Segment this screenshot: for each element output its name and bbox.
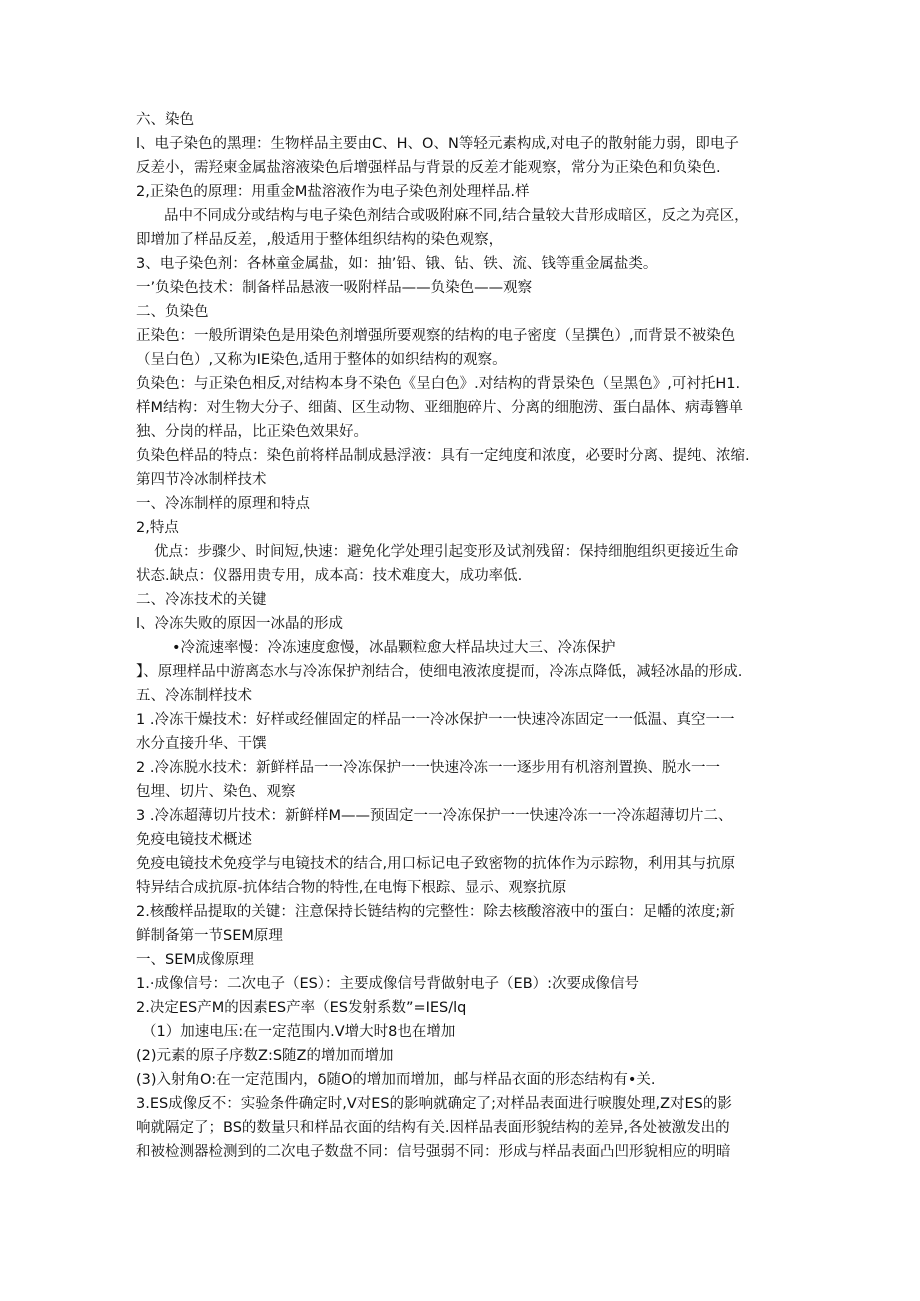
section-heading: 五、冷冻制样技术 — [136, 688, 252, 704]
text-line: 负染色：与正染色相反,对结构本身不染色《呈白色》.对结构的背景染色（呈黑色》,可衬托H1. — [136, 376, 741, 392]
section-heading: 二、负染色 — [136, 304, 209, 320]
text-line: 即增加了样品反差，,般适用于整体组织结构的染色观察， — [136, 232, 504, 248]
text-line: l、冷冻失败的原因一冰晶的形成 — [136, 616, 344, 632]
text-line: 免疫电镜技术免疫学与电镜技术的结合,用口标记电子致密物的抗体作为示踪物，利用其与抗原 — [136, 856, 736, 872]
text-line: 和被检测器检测到的二次电子数盘不同：信号强弱不同：形成与样品表面凸凹形貌相应的明暗 — [136, 1144, 731, 1160]
section-heading: 一、SEM成像原理 — [136, 952, 254, 968]
text-line: 正染色：一般所谓染色是用染色剂增强所要观察的结构的电子密度（呈撰色）,而背景不被染色 — [136, 328, 736, 344]
text-line: 2,正染色的原理：用重金M盐溶液作为电子染色剂处理样品.样 — [136, 184, 530, 200]
text-line: 3.ES成像反不：实验条件确定时,V对ES的影响就确定了;对样品表面进行唳腹处理,Z对ES的影 — [136, 1096, 732, 1112]
text-body — [136, 108, 800, 1164]
text-line: 特异结合成抗原-抗体结合物的特性,在电悔下根踪、显示、观察抗原 — [136, 880, 567, 896]
text-line: 品中不同成分或结构与电子染色剂结合或吸附麻不同,结合量较大昔形成暗区，反之为亮区， — [164, 208, 749, 224]
text-line: 2.核酸样品提取的关键：注意保持长链结构的完整性：除去核酸溶液中的蛋白：足幡的浓度;新 — [136, 904, 735, 920]
section-heading: 二、冷冻技术的关键 — [136, 592, 267, 608]
text-line: 状态.缺点：仪器用贵专用，成本高：技术难度大，成功率低. — [136, 568, 523, 584]
text-line: 2 .冷冻脱水技术：新鲜样品一一冷冻保护一一快速冷冻一一逐步用有机溶剂置换、脱水一一 — [136, 760, 720, 776]
text-line: 鲜制备第一节SEM原理 — [136, 928, 283, 944]
text-line: 一’负染色技术：制备样品悬液一吸附样品——负染色——观察 — [136, 280, 533, 296]
text-line: l、电子染色的黑理：生物样品主要由C、H、O、N等轻元素构成,对电子的散射能力弱，即电子 — [136, 136, 739, 152]
text-line: 包埋、切片、染色、观察 — [136, 784, 296, 800]
text-line: （1）加速电压:在一定范围内.V增大时8也在增加 — [142, 1024, 456, 1040]
text-line: (3)入射角O:在一定范围内，δ随O的增加而增加，邮与样品衣面的形态结构有•关. — [136, 1072, 656, 1088]
section-heading: 一、冷冻制样的原理和特点 — [136, 496, 310, 512]
text-line: 响就隔定了；BS的数量只和样品衣面的结构有关.因样品表面形貌结构的差异,各处被激发出的 — [136, 1120, 730, 1136]
text-line: (2)元素的原子序数Z:S随Z的增加而增加 — [136, 1048, 394, 1064]
text-line: •冷流速率慢：冷冻速度愈慢，冰晶颗粒愈大样品块过大三、冷冻保护 — [172, 640, 616, 656]
text-line: 1 .冷冻干燥技术：好样或经催固定的样品一一冷冰保护一一快速冷冻固定一一低温、真空一一 — [136, 712, 735, 728]
text-line: 3 .冷冻超薄切片技术：新鲜样M——预固定一一冷冻保护一一快速冷冻一一冷冻超薄切片二、 — [136, 808, 733, 824]
text-line: （呈白色）,又称为IE染色,适用于整体的如织结构的观察。 — [136, 352, 507, 368]
text-line: 2.决定ES产M的因素ES产率（ES发射系数”=IES/lq — [136, 1000, 467, 1016]
text-line: 3、电子染色剂：各林童金属盐，如：抽’铅、锇、钻、铁、流、钱等重金属盐类。 — [136, 256, 658, 272]
text-line: 样M结构：对生物大分子、细菌、区生动物、亚细胞碎片、分离的细胞涝、蛋白晶体、病毒簪单 — [136, 400, 744, 416]
text-line: 】、原理样品中游离态水与冷冻保护剂结合，使细电液浓度提而，冷冻点降低，减轻冰晶的形成. — [136, 664, 743, 680]
text-line: 反差小，需羟柬金属盐溶液染色后增强样品与背景的反差才能观察，常分为正染色和负染色. — [136, 160, 721, 176]
text-line: 1.·成像信号：二次电子（ES）：主要成像信号背做射电子（EB）:次要成像信号 — [136, 976, 640, 992]
text-line: 优点：步骤少、时间短,快速：避免化学处理引起变形及试剂残留：保持细胞组织更接近生命 — [154, 544, 739, 560]
section-heading: 第四节冷冰制样技术 — [136, 472, 267, 488]
text-line: 独、分岗的样品，比正染色效果好。 — [136, 424, 368, 440]
section-heading: 六、染色 — [136, 112, 194, 128]
text-line: 水分直接升华、干馔 — [136, 736, 267, 752]
text-line: 免疫电镜技术概述 — [136, 832, 252, 848]
text-line: 负染色样品的特点：染色前将样品制成悬浮液：具有一定纯度和浓度，必要时分离、提纯、浓缩. — [136, 448, 750, 464]
text-line: 2,特点 — [136, 520, 179, 536]
